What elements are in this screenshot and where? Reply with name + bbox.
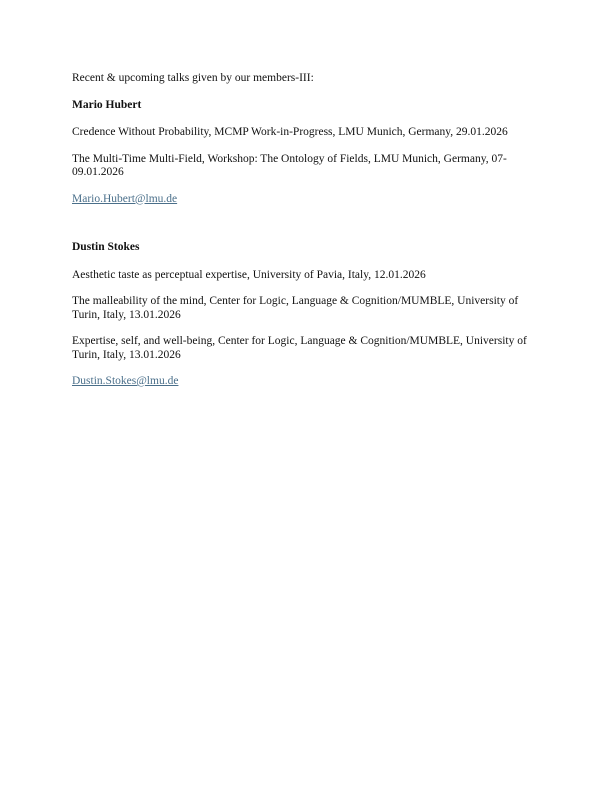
talk-entry: The malleability of the mind, Center for Logic, Language & Cognition/MUMBLE, University of Turin, Italy, 13.01.2026 (72, 295, 519, 321)
email-link[interactable]: Dustin.Stokes@lmu.de (72, 375, 179, 387)
intro-heading: Recent & upcoming talks given by our members-III: (72, 72, 314, 84)
talk-entry: Aesthetic taste as perceptual expertise, University of Pavia, Italy, 12.01.2026 (72, 268, 426, 281)
member-name: Dustin Stokes (72, 241, 140, 253)
talk-entry: Expertise, self, and well-being, Center for Logic, Language & Cognition/MUMBLE, University of Turin, Italy, 13.01.2026 (72, 335, 527, 361)
talk-entry: The Multi-Time Multi-Field, Workshop: The Ontology of Fields, LMU Munich, Germany, 07-09.01.2026 (72, 152, 507, 178)
member-section-stokes (72, 241, 542, 389)
document-page (72, 72, 542, 389)
section-spacer (72, 206, 542, 241)
member-section-hubert (72, 99, 542, 207)
member-name: Mario Hubert (72, 98, 142, 111)
talk-entry: Credence Without Probability, MCMP Work-in-Progress, LMU Munich, Germany, 29.01.2026 (72, 126, 508, 138)
email-link[interactable]: Mario.Hubert@lmu.de (72, 192, 178, 205)
